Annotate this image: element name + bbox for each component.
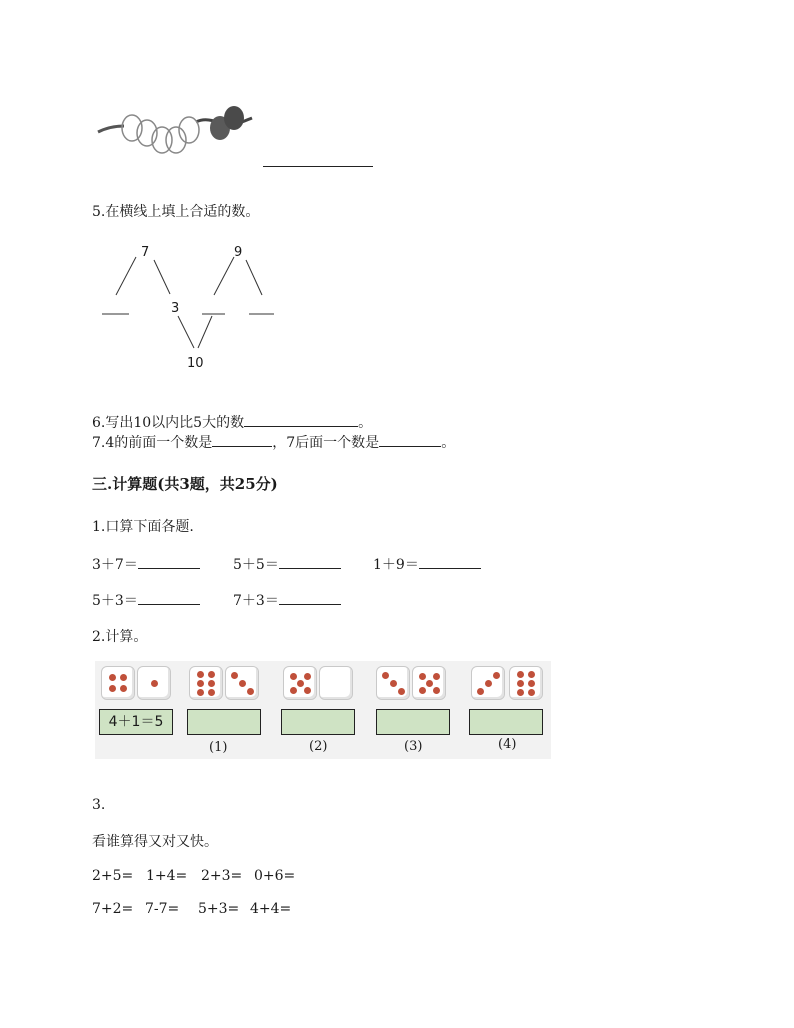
- bead-string-illustration: [96, 104, 256, 164]
- die-five: [283, 666, 317, 700]
- label-3: (3): [404, 739, 423, 754]
- question-6: [92, 412, 372, 432]
- calc-1-item-5: 7＋3＝: [233, 590, 341, 610]
- calc-2-title: 2.计算。: [92, 629, 148, 645]
- label-4: (4): [498, 737, 517, 752]
- calc-3-row2-item1: 7+2=: [92, 901, 134, 917]
- section-3-heading: 三.计算题(共3题，共25分): [92, 475, 278, 493]
- die-one: [137, 666, 171, 700]
- die-three: [376, 666, 410, 700]
- tree-node-7: 7: [141, 245, 150, 260]
- calc-3-row1-item2: 1+4=: [146, 868, 188, 884]
- tree-node-9: 9: [234, 245, 243, 260]
- dice-panel: [95, 661, 551, 759]
- answer-box-4[interactable]: [469, 709, 543, 735]
- question-6-text: 6.写出10以内比5大的数: [92, 415, 245, 431]
- question-6-end: 。: [358, 415, 373, 431]
- label-1: (1): [209, 740, 228, 755]
- die-five: [412, 666, 446, 700]
- question-7-end: 。: [441, 435, 456, 451]
- die-blank: [319, 666, 353, 700]
- question-7-part1: 7.4的前面一个数是: [92, 435, 213, 451]
- answer-box-3[interactable]: [376, 709, 450, 735]
- calc-1-blank-2[interactable]: [279, 567, 341, 569]
- answer-box-2[interactable]: [281, 709, 355, 735]
- die-three: [471, 666, 505, 700]
- calc-1-item-4: 5＋3＝: [92, 590, 200, 610]
- example-answer-box: 4＋1＝5: [99, 709, 173, 735]
- tree-node-10: 10: [187, 356, 204, 371]
- calc-1-item-3: 1＋9＝: [373, 554, 481, 574]
- calc-3-row1-item4: 0+6=: [254, 868, 296, 884]
- die-four: [101, 666, 135, 700]
- calc-3-row1-item3: 2+3=: [201, 868, 243, 884]
- question-7-part2: ，7后面一个数是: [272, 435, 380, 451]
- die-three: [225, 666, 259, 700]
- question-7: [92, 432, 455, 452]
- calc-1-title: 1.口算下面各题.: [92, 519, 194, 535]
- calc-1-item-2: 5＋5＝: [233, 554, 341, 574]
- bead-answer-blank[interactable]: [263, 165, 373, 167]
- calc-1-item-1: 3＋7＝: [92, 554, 200, 574]
- question-6-blank[interactable]: [244, 425, 358, 427]
- calc-3-row1-item1: 2+5=: [92, 868, 134, 884]
- calc-1-blank-3[interactable]: [419, 567, 481, 569]
- calc-1-blank-1[interactable]: [138, 567, 200, 569]
- die-six: [189, 666, 223, 700]
- calc-3-number: 3.: [92, 797, 106, 813]
- question-7-blank-2[interactable]: [379, 445, 441, 447]
- question-5-text: 5.在横线上填上合适的数。: [92, 204, 260, 220]
- tree-node-3: 3: [171, 301, 180, 316]
- calc-1-blank-4[interactable]: [138, 603, 200, 605]
- calc-3-row2-item2: 7-7=: [145, 901, 180, 917]
- calc-3-row2-item3: 5+3=: [198, 901, 240, 917]
- die-six: [509, 666, 543, 700]
- calc-3-row2-item4: 4+4=: [250, 901, 292, 917]
- question-7-blank-1[interactable]: [212, 445, 272, 447]
- calc-3-title: 看谁算得又对又快。: [92, 834, 218, 850]
- label-2: (2): [309, 739, 328, 754]
- calc-1-blank-5[interactable]: [279, 603, 341, 605]
- answer-box-1[interactable]: [187, 709, 261, 735]
